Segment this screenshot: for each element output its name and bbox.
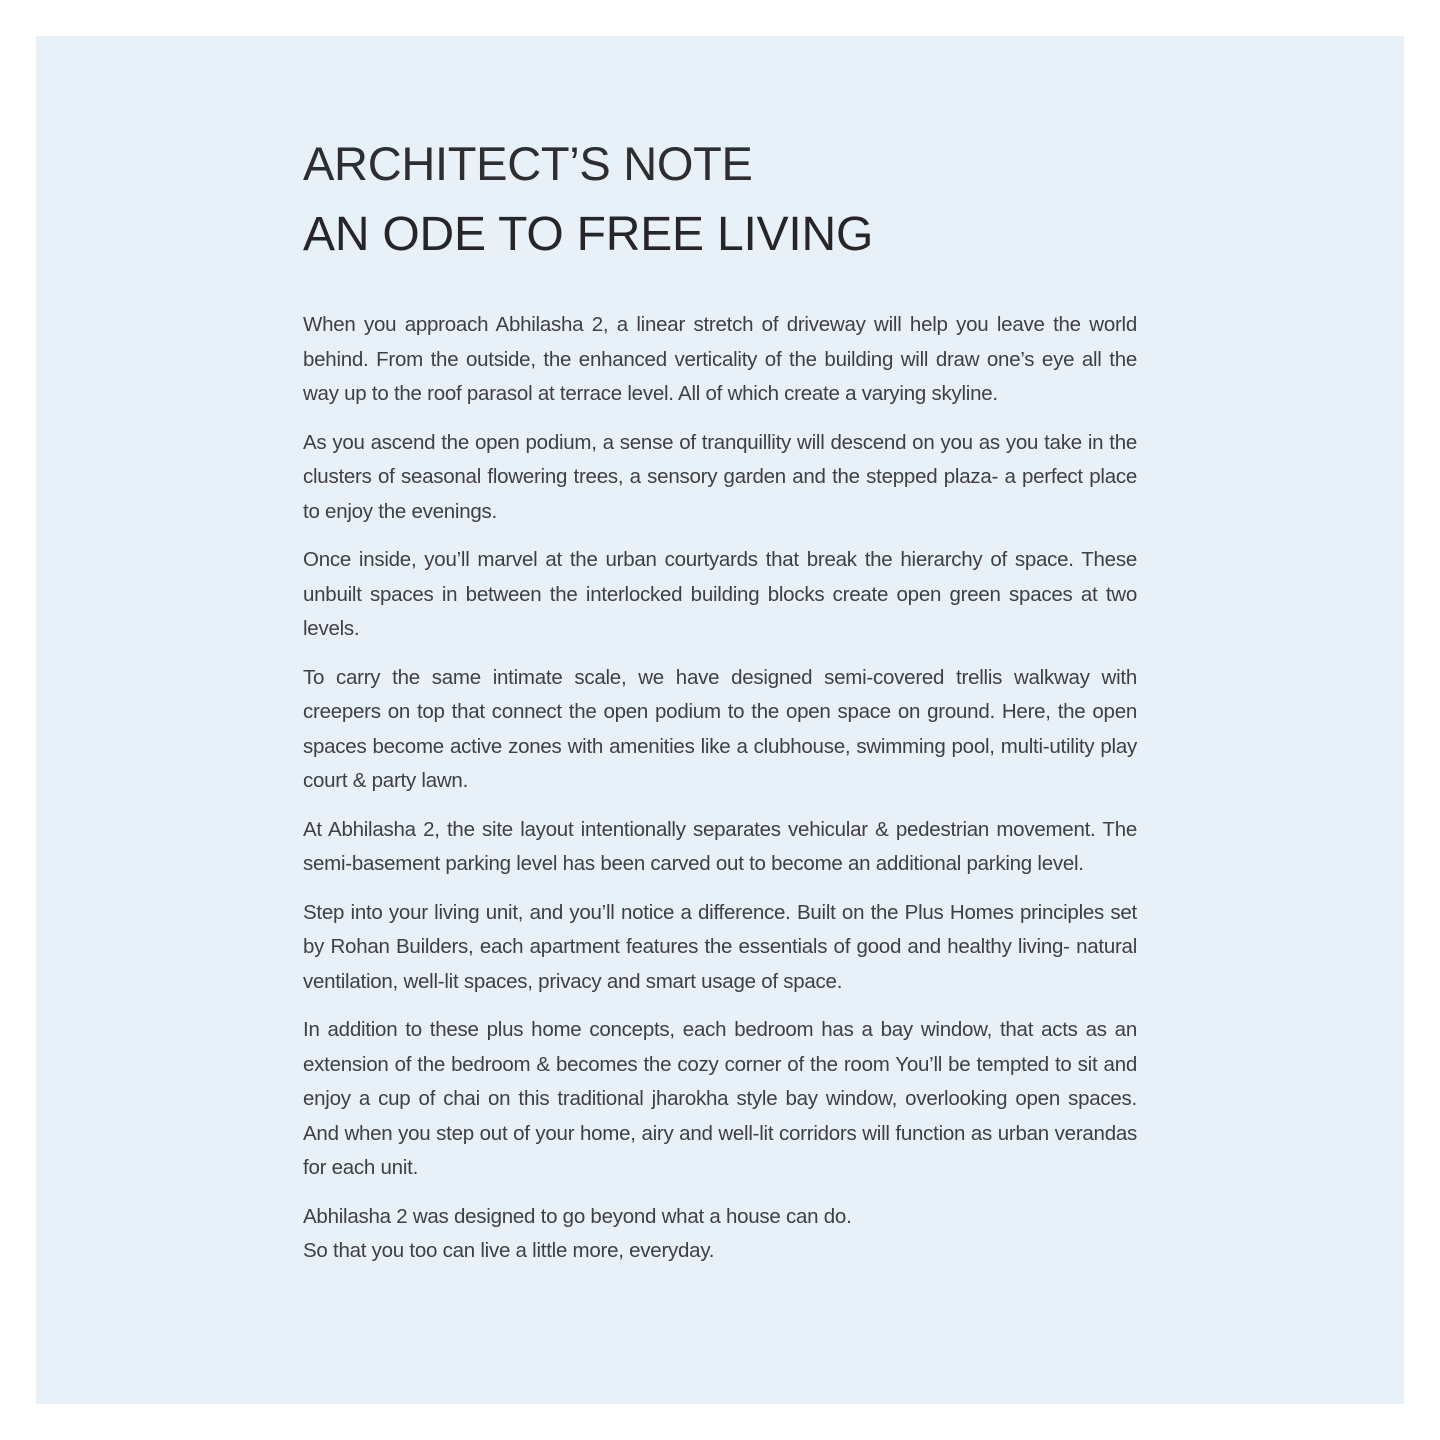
paragraph-living-unit: Step into your living unit, and you’ll notice a difference. Built on the Plus Homes principles set by Rohan Builders, each apartment features the essentials of good and healthy living- natural ventilation, well-lit spaces, privacy and smart usage of space. xyxy=(303,900,1137,993)
paragraph-site-layout: At Abhilasha 2, the site layout intentionally separates vehicular & pedestrian movement. The semi-basement parking level has been carved out to become an additional parking level. xyxy=(303,817,1137,875)
closing-statement xyxy=(303,1200,1137,1269)
page-panel xyxy=(36,36,1404,1404)
closing-line-1: Abhilasha 2 was designed to go beyond what a house can do. xyxy=(303,1204,852,1228)
page-title: AN ODE TO FREE LIVING xyxy=(303,208,874,261)
paragraph-approach: When you approach Abhilasha 2, a linear stretch of driveway will help you leave the world behind. From the outside, the enhanced verticality of the building will draw one’s eye all the way up to the roof parasol at terrace level. All of which create a varying skyline. xyxy=(303,313,1137,405)
paragraph-podium: As you ascend the open podium, a sense of tranquillity will descend on you as you take in the clusters of seasonal flowering trees, a sensory garden and the stepped plaza- a perfect place to enjoy the evenings. xyxy=(303,430,1137,523)
article-body xyxy=(303,308,1137,1269)
section-kicker: ARCHITECT’S NOTE xyxy=(303,137,753,190)
closing-line-2: So that you too can live a little more, everyday. xyxy=(303,1239,715,1262)
paragraph-trellis: To carry the same intimate scale, we have designed semi-covered trellis walkway with creepers on top that connect the open podium to the open space on ground. Here, the open spaces become active zones with amenities like a clubhouse, swimming pool, multi-utility play court & party lawn. xyxy=(303,665,1137,792)
paragraph-courtyards: Once inside, you’ll marvel at the urban courtyards that break the hierarchy of space. These unbuilt spaces in between the interlocked building blocks create open green spaces at two levels. xyxy=(303,548,1137,640)
paragraph-bay-window: In addition to these plus home concepts, each bedroom has a bay window, that acts as an extension of the bedroom & becomes the cozy corner of the room You’ll be tempted to sit and enjoy a cup of chai on this traditional jharokha style bay window, overlooking open spaces. And when you step out of your home, airy and well-lit corridors will function as urban verandas for each unit. xyxy=(303,1018,1137,1179)
article xyxy=(303,136,1137,1269)
